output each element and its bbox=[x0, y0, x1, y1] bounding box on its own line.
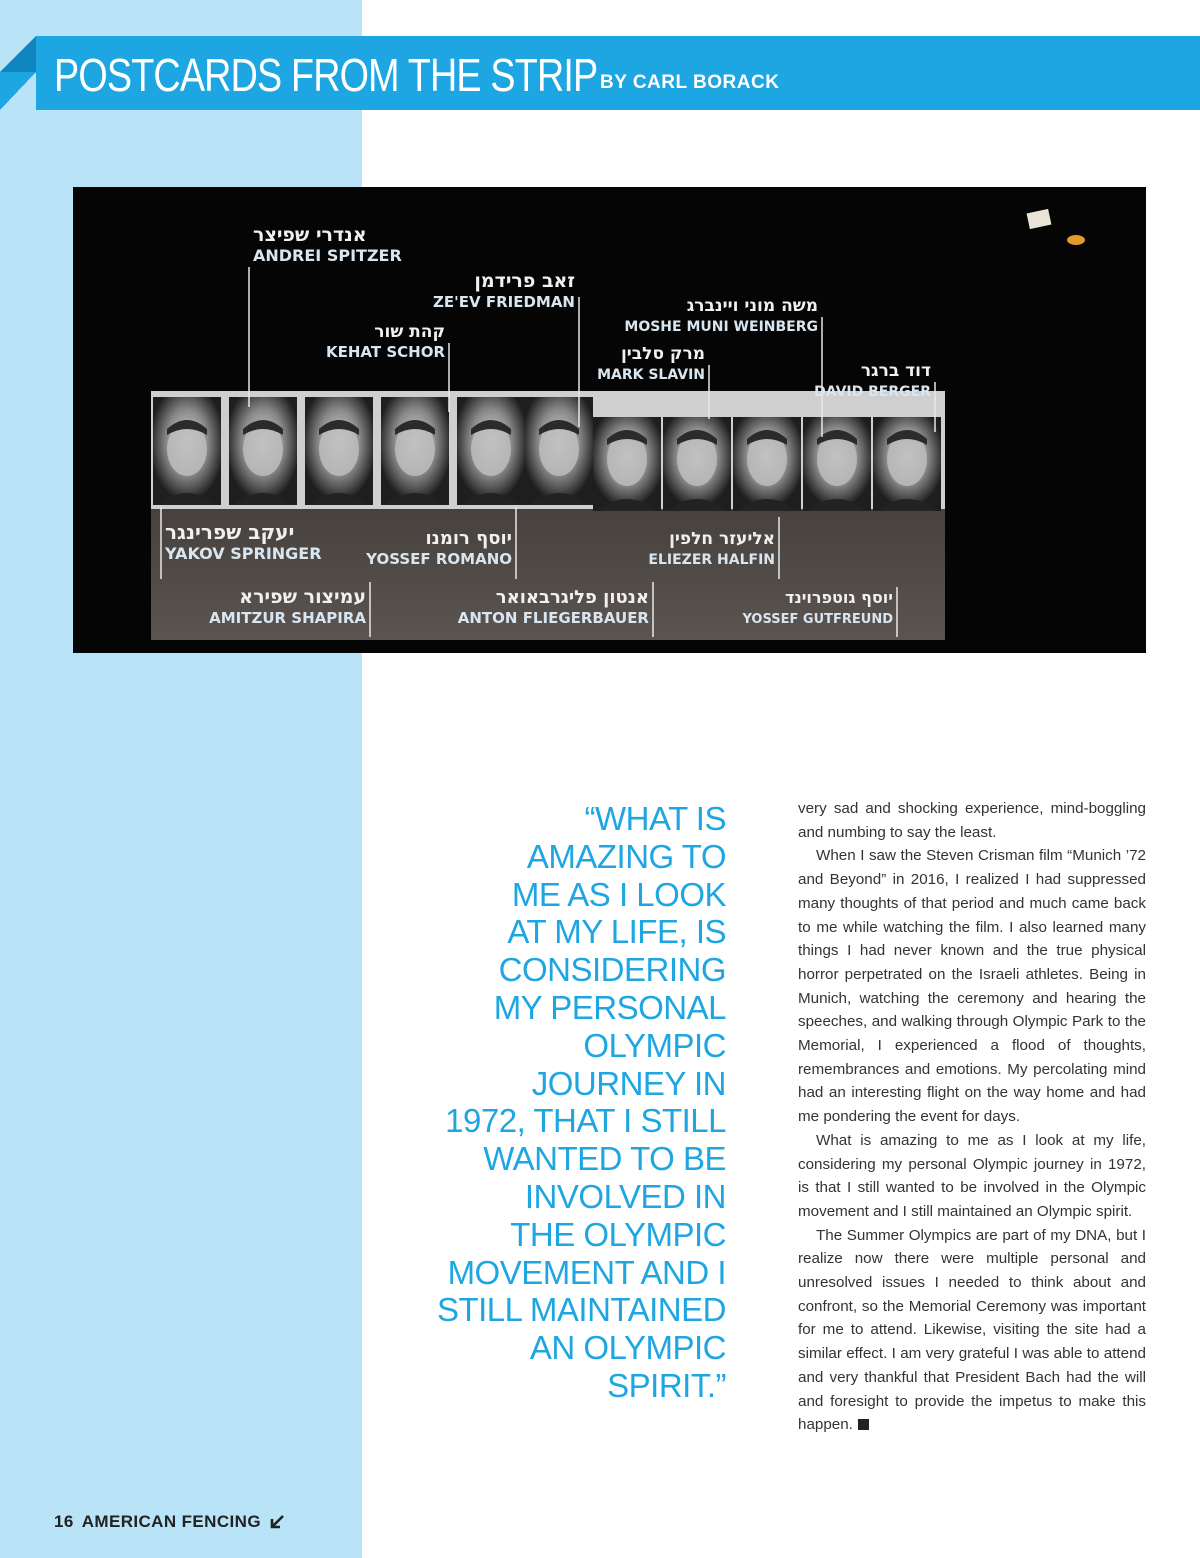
english-name-label: MARK SLAVIN bbox=[597, 367, 705, 383]
english-name-label: DAVID BERGER bbox=[814, 384, 931, 400]
athlete-portrait bbox=[305, 397, 373, 505]
pull-quote-line: JOURNEY IN bbox=[531, 1064, 726, 1102]
pull-quote bbox=[400, 800, 726, 1405]
article-body bbox=[798, 797, 1146, 1437]
memorial-screen-photo bbox=[73, 187, 1146, 653]
magazine-name: AMERICAN FENCING bbox=[81, 1512, 261, 1531]
pull-quote-line: THE OLYMPIC bbox=[510, 1215, 726, 1253]
pull-quote-line: STILL MAINTAINED bbox=[436, 1291, 726, 1329]
page-number: 16 bbox=[54, 1512, 74, 1531]
pull-quote-line: OLYMPIC bbox=[583, 1026, 726, 1064]
athlete-portrait bbox=[663, 417, 731, 511]
pull-quote-line: ME AS I LOOK bbox=[511, 875, 726, 913]
athlete-portrait bbox=[733, 417, 801, 511]
english-name-label: AMITZUR SHAPIRA bbox=[209, 609, 366, 627]
end-mark-icon bbox=[858, 1419, 869, 1430]
header-band bbox=[0, 0, 1200, 110]
article-paragraph: very sad and shocking experience, mind-boggling and numbing to say the least. bbox=[798, 800, 1146, 841]
athlete-portrait bbox=[153, 397, 221, 505]
athlete-portrait bbox=[593, 417, 661, 511]
pull-quote-line: AMAZING TO bbox=[526, 837, 726, 875]
article-paragraph bbox=[798, 1224, 1146, 1437]
hebrew-name-label: יעקב שפרינגר bbox=[165, 520, 295, 544]
pull-quote-line: WANTED TO BE bbox=[483, 1140, 726, 1178]
english-name-label: ZE'EV FRIEDMAN bbox=[433, 293, 575, 311]
article-paragraph: What is amazing to me as I look at my life, considering my personal Olympic journey in 1972, is that I still wanted to be involved in the Olympic movement and I still maintained an Olympic spirit. bbox=[798, 1131, 1146, 1220]
arrow-down-left-icon bbox=[269, 1514, 285, 1535]
header-fold bbox=[0, 36, 36, 72]
pull-quote-line: 1972, THAT I STILL bbox=[445, 1102, 726, 1140]
hebrew-name-label: יוסף רומנו bbox=[425, 528, 512, 549]
article-paragraph-text: The Summer Olympics are part of my DNA, but I realize now there were multiple personal and unresolved issues I needed to think about and confront, so the Memorial Ceremony was important for me to attend. Likewise, visiting the site had a similar effect. I am very grateful I was able to attend and very thankful that President Bach had the will and foresight to provide the impetus to make this happen. bbox=[798, 1226, 1146, 1434]
athlete-portrait bbox=[873, 417, 941, 511]
english-name-label: MOSHE MUNI WEINBERG bbox=[624, 319, 818, 335]
pull-quote-line: INVOLVED IN bbox=[524, 1177, 726, 1215]
english-name-label: ELIEZER HALFIN bbox=[648, 552, 775, 568]
pull-quote-line: “WHAT IS bbox=[584, 800, 726, 837]
hebrew-name-label: דוד ברגר bbox=[860, 361, 931, 381]
english-name-label: KEHAT SCHOR bbox=[326, 343, 445, 361]
hebrew-name-label: משה מוני ויינברג bbox=[686, 296, 818, 316]
hebrew-name-label: יוסף גוטפרוינד bbox=[785, 588, 893, 607]
pull-quote-line: AN OLYMPIC bbox=[529, 1329, 726, 1367]
pull-quote-line: MY PERSONAL bbox=[493, 988, 726, 1026]
english-name-label: YOSSEF GUTFREUND bbox=[742, 612, 893, 627]
athlete-portrait bbox=[229, 397, 297, 505]
pull-quote-line: MOVEMENT AND I bbox=[447, 1253, 726, 1291]
byline: BY CARL BORACK bbox=[600, 72, 780, 93]
pull-quote-line: AT MY LIFE, IS bbox=[507, 913, 726, 951]
hebrew-name-label: אנטון פליגרבאואר bbox=[495, 587, 649, 608]
page-folio bbox=[54, 1512, 285, 1535]
pull-quote-line: CONSIDERING bbox=[498, 951, 726, 989]
hebrew-name-label: זאב פרידמן bbox=[474, 270, 575, 292]
english-name-label: ANDREI SPITZER bbox=[253, 246, 402, 265]
english-name-label: ANTON FLIEGERBAUER bbox=[457, 609, 649, 627]
athlete-portrait bbox=[457, 397, 525, 505]
hebrew-name-label: מרק סלבין bbox=[620, 344, 705, 364]
athlete-portrait bbox=[525, 397, 593, 505]
athlete-portrait bbox=[803, 417, 871, 511]
lamp-glow bbox=[1067, 235, 1085, 245]
athlete-portrait bbox=[381, 397, 449, 505]
hebrew-name-label: עמיצור שפירא bbox=[239, 586, 366, 608]
hebrew-name-label: אנדרי שפיצר bbox=[253, 224, 367, 246]
hebrew-name-label: אליעזר חלפין bbox=[669, 529, 775, 549]
article-paragraph: When I saw the Steven Crisman film “Munich ’72 and Beyond” in 2016, I realized I had suppressed many thoughts of that period and much came back to me while watching the film. I also learned many things I had never known and the true physical horror perpetrated on the Israeli athletes. Being in Munich, watching the ceremony and hearing the speeches, and walking through Olympic Park to the Memorial, I experienced a flood of thoughts, remembrances and emotions. My percolating mind had an interesting flight on the way home and had me pondering the event for days. bbox=[798, 847, 1146, 1126]
header-fold-lower bbox=[0, 72, 36, 110]
section-title: POSTCARDS FROM THE STRIP bbox=[54, 49, 598, 101]
pull-quote-line: SPIRIT.” bbox=[607, 1366, 726, 1404]
english-name-label: YAKOV SPRINGER bbox=[165, 544, 322, 563]
hebrew-name-label: קהת שור bbox=[374, 322, 445, 342]
english-name-label: YOSSEF ROMANO bbox=[366, 550, 512, 568]
